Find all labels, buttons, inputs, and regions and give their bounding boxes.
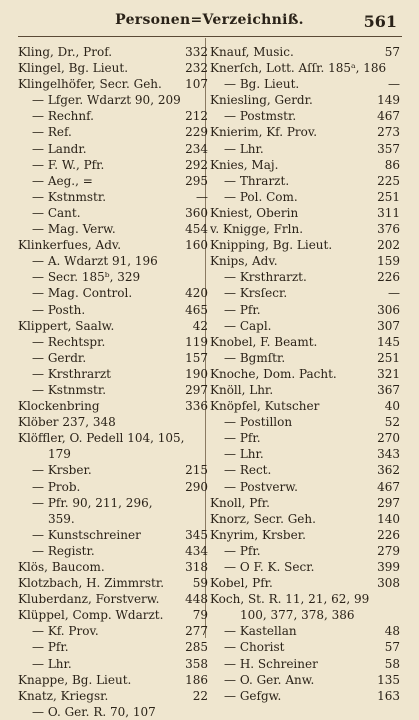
entry-page-ref: 277 — [185, 624, 208, 639]
index-entry — [18, 205, 208, 221]
index-entry — [210, 318, 400, 334]
entry-page-ref: 357 — [377, 141, 400, 156]
index-entry — [210, 124, 400, 140]
index-entry — [18, 575, 208, 591]
entry-page-ref: 297 — [185, 382, 208, 397]
entry-text: Knoll, Pfr. — [210, 495, 270, 510]
entry-text: — Krsber. — [32, 463, 92, 478]
entry-page-ref: 160 — [185, 238, 208, 253]
index-entry — [210, 430, 400, 446]
entry-page-ref: 454 — [185, 222, 208, 237]
entry-page-ref: 229 — [185, 125, 208, 140]
entry-text: — O. Ger. R. 70, 107 — [32, 704, 156, 719]
entry-text: v. Knigge, Frln. — [210, 222, 304, 237]
entry-page-ref: 376 — [377, 222, 400, 237]
entry-page-ref: 295 — [185, 173, 208, 188]
index-entry — [18, 511, 208, 527]
entry-page-ref: 345 — [185, 527, 208, 542]
left-column — [18, 44, 208, 720]
index-entry — [210, 253, 400, 269]
entry-text: — Lhr. — [224, 447, 264, 462]
entry-page-ref: 119 — [185, 334, 208, 349]
index-entry — [210, 237, 400, 253]
entry-page-ref: 149 — [377, 93, 400, 108]
entry-text: — O. Ger. Anw. — [224, 672, 315, 687]
index-entry — [210, 92, 400, 108]
entry-page-ref: 58 — [384, 656, 400, 671]
entry-page-ref: 465 — [185, 302, 208, 317]
entry-page-ref: 399 — [377, 560, 400, 574]
entry-text: Knöll, Lhr. — [210, 382, 274, 397]
entry-text: — Kf. Prov. — [32, 624, 99, 639]
index-entry — [18, 382, 208, 398]
entry-page-ref: 212 — [185, 109, 208, 124]
entry-text: Kniest, Oberin — [210, 205, 299, 220]
index-entry — [210, 398, 400, 414]
entry-text: — Lfger. Wdarzt 90, 209 — [32, 93, 181, 108]
entry-text: — Registr. — [32, 543, 95, 558]
index-entry — [210, 607, 400, 623]
index-entry — [18, 559, 208, 575]
entry-text: — Prob. — [32, 479, 81, 494]
index-entry — [18, 623, 208, 639]
index-entry — [210, 173, 400, 189]
entry-text: Klöffler, O. Pedell 104, 105, — [18, 431, 185, 446]
entry-page-ref: 251 — [377, 350, 400, 365]
index-entry — [18, 285, 208, 301]
entry-text: Knipping, Bg. Lieut. — [210, 238, 333, 253]
entry-page-ref: 467 — [377, 479, 400, 494]
index-entry — [18, 591, 208, 607]
entry-text: — Pfr. — [224, 543, 261, 558]
index-entry — [18, 479, 208, 495]
entry-text: Klingelhöfer, Secr. Geh. — [18, 77, 162, 92]
entry-page-ref: 42 — [192, 318, 208, 333]
entry-text: Knips, Adv. — [210, 254, 278, 269]
entry-page-ref: 360 — [185, 205, 208, 220]
index-entry — [18, 92, 208, 108]
index-entry — [210, 688, 400, 704]
entry-page-ref: 135 — [377, 672, 400, 687]
entry-text: — Krsthrarzt — [32, 366, 111, 381]
index-entry — [18, 398, 208, 414]
index-entry — [210, 591, 400, 607]
entry-page-ref: 59 — [192, 576, 208, 591]
entry-page-ref: 159 — [377, 254, 400, 269]
entry-page-ref: 308 — [377, 576, 400, 591]
index-entry — [18, 253, 208, 269]
entry-text: — Postillon — [224, 415, 293, 430]
entry-page-ref: 40 — [384, 399, 400, 414]
entry-page-ref: 145 — [377, 334, 400, 349]
index-entry — [18, 318, 208, 334]
entry-text: — H. Schreiner — [224, 656, 318, 671]
entry-page-ref: 140 — [377, 511, 400, 526]
entry-text: — Capl. — [224, 318, 272, 333]
entry-page-ref: 434 — [185, 543, 208, 558]
entry-text: — Pfr. — [224, 302, 261, 317]
index-entry — [18, 157, 208, 173]
index-entry — [210, 221, 400, 237]
entry-text: — Ref. — [32, 125, 72, 140]
index-entry — [210, 60, 400, 76]
entry-text: — Pfr. — [224, 431, 261, 446]
entry-text: Knöpfel, Kutscher — [210, 399, 320, 414]
index-entry — [210, 366, 400, 382]
entry-page-ref: 251 — [377, 189, 400, 204]
entry-text: — Rechtspr. — [32, 334, 106, 349]
entry-text: 100, 377, 378, 386 — [240, 608, 355, 623]
entry-text: Kniesling, Gerdr. — [210, 93, 313, 108]
entry-text: — Pfr. 90, 211, 296, — [32, 495, 153, 510]
index-entry — [18, 672, 208, 688]
index-entry — [18, 607, 208, 623]
entry-text: — Landr. — [32, 141, 87, 156]
entry-text: — Lhr. — [32, 656, 72, 671]
entry-text: — Bg. Lieut. — [224, 77, 300, 92]
entry-page-ref: 190 — [185, 366, 208, 381]
entry-text: — Mag. Verw. — [32, 222, 116, 237]
entry-text: Koch, St. R. 11, 21, 62, 99 — [210, 592, 370, 607]
entry-page-ref: 57 — [384, 640, 400, 655]
entry-text: Klockenbring — [18, 399, 100, 414]
index-entry — [210, 205, 400, 221]
entry-text: Kluberdanz, Forstverw. — [18, 592, 160, 607]
entry-text: Klös, Baucom. — [18, 560, 105, 574]
page-header — [0, 12, 419, 34]
entry-page-ref: 292 — [185, 157, 208, 172]
entry-page-ref: 318 — [185, 560, 208, 574]
entry-text: — Kstnmstr. — [32, 189, 107, 204]
entry-page-ref: 48 — [384, 624, 400, 639]
entry-page-ref: 234 — [185, 141, 208, 156]
entry-page-ref: 467 — [377, 109, 400, 124]
entry-page-ref: 311 — [377, 205, 400, 220]
entry-page-ref: 79 — [192, 608, 208, 623]
entry-text: Knorz, Secr. Geh. — [210, 511, 316, 526]
index-entry — [18, 656, 208, 672]
index-entry — [18, 688, 208, 704]
index-entry — [18, 221, 208, 237]
entry-text: Klotzbach, H. Zimmrstr. — [18, 576, 165, 591]
index-entry — [210, 623, 400, 639]
index-entry — [18, 302, 208, 318]
entry-text: — Bgmſtr. — [224, 350, 286, 365]
entry-page-ref: 215 — [185, 463, 208, 478]
entry-text: Klüppel, Comp. Wdarzt. — [18, 608, 164, 623]
entry-text: Knappe, Bg. Lieut. — [18, 672, 132, 687]
entry-text: Klöber 237, 348 — [18, 415, 116, 430]
index-entry — [210, 350, 400, 366]
index-entry — [18, 639, 208, 655]
entry-text: — Rect. — [224, 463, 272, 478]
entry-text: — Aeg., = — [32, 173, 93, 188]
entry-text: Knies, Maj. — [210, 157, 279, 172]
index-entry — [18, 173, 208, 189]
entry-page-ref: 290 — [185, 479, 208, 494]
entry-page-ref: 285 — [185, 640, 208, 655]
entry-text: — O F. K. Secr. — [224, 560, 315, 574]
entry-text: Kobel, Pfr. — [210, 576, 273, 591]
index-entry — [18, 495, 208, 511]
entry-page-ref: 270 — [377, 431, 400, 446]
index-entry — [210, 269, 400, 285]
index-entry — [210, 302, 400, 318]
entry-text: — Cant. — [32, 205, 81, 220]
index-entry — [18, 527, 208, 543]
entry-page-ref: 279 — [377, 543, 400, 558]
entry-page-ref: 186 — [185, 672, 208, 687]
entry-page-ref: 86 — [384, 157, 400, 172]
index-entry — [210, 446, 400, 462]
entry-text: Klingel, Bg. Lieut. — [18, 61, 129, 76]
index-entry — [210, 76, 400, 92]
entry-page-ref: 22 — [192, 688, 208, 703]
entry-text: 359. — [48, 511, 75, 526]
entry-text: Knauf, Music. — [210, 45, 294, 59]
entry-text: — Kunstschreiner — [32, 527, 141, 542]
index-entry — [18, 430, 208, 446]
entry-text: Knoche, Dom. Pacht. — [210, 366, 337, 381]
entry-text: — A. Wdarzt 91, 196 — [32, 254, 158, 269]
index-entry — [18, 44, 208, 60]
entry-text: Knatz, Kriegsr. — [18, 688, 109, 703]
entry-page-ref: 226 — [377, 527, 400, 542]
entry-text: — Secr. 185ᵇ, 329 — [32, 270, 141, 285]
entry-text: — Pol. Com. — [224, 189, 298, 204]
index-entry — [210, 511, 400, 527]
entry-text: 179 — [48, 447, 71, 462]
index-entry — [18, 414, 208, 430]
index-entry — [18, 108, 208, 124]
entry-text: — Thrarzt. — [224, 173, 290, 188]
entry-text: — Postmstr. — [224, 109, 297, 124]
entry-text: Knobel, F. Beamt. — [210, 334, 318, 349]
entry-text: — Pfr. — [32, 640, 69, 655]
entry-page-ref: 226 — [377, 270, 400, 285]
entry-page-ref: 332 — [185, 45, 208, 59]
entry-page-ref: 297 — [377, 495, 400, 510]
entry-page-ref: 52 — [384, 415, 400, 430]
index-entry — [18, 60, 208, 76]
entry-text: Klinkerfues, Adv. — [18, 238, 122, 253]
entry-page-ref: — — [196, 189, 208, 204]
entry-text: Klippert, Saalw. — [18, 318, 115, 333]
index-entry — [18, 543, 208, 559]
entry-page-ref: — — [388, 286, 400, 301]
entry-page-ref: 157 — [185, 350, 208, 365]
entry-page-ref: 57 — [384, 45, 400, 59]
index-entry — [210, 543, 400, 559]
index-entry — [18, 446, 208, 462]
entry-page-ref: 420 — [185, 286, 208, 301]
entry-page-ref: 448 — [185, 592, 208, 607]
entry-page-ref: 225 — [377, 173, 400, 188]
index-entry — [210, 479, 400, 495]
index-entry — [210, 157, 400, 173]
entry-text: — Kastellan — [224, 624, 297, 639]
index-entry — [18, 334, 208, 350]
entry-text: — Krsſecr. — [224, 286, 288, 301]
header-rule — [18, 36, 402, 37]
index-entry — [210, 462, 400, 478]
page-number: 561 — [363, 12, 397, 31]
entry-text: — Krsthrarzt. — [224, 270, 307, 285]
index-entry — [210, 414, 400, 430]
page-title: Personen=Verzeichniß. — [115, 12, 304, 28]
entry-page-ref: 273 — [377, 125, 400, 140]
entry-page-ref: — — [388, 77, 400, 92]
entry-text: — Chorist — [224, 640, 285, 655]
index-entry — [18, 189, 208, 205]
entry-text: — Posth. — [32, 302, 86, 317]
index-entry — [210, 189, 400, 205]
index-entry — [18, 141, 208, 157]
entry-page-ref: 367 — [377, 382, 400, 397]
index-entry — [18, 269, 208, 285]
entry-text: — Postverw. — [224, 479, 298, 494]
index-entry — [210, 141, 400, 157]
entry-text: — Gerdr. — [32, 350, 87, 365]
entry-page-ref: 343 — [377, 447, 400, 462]
entry-text: — Gefgw. — [224, 688, 282, 703]
index-entry — [18, 704, 208, 720]
index-entry — [210, 382, 400, 398]
index-entry — [210, 285, 400, 301]
entry-page-ref: 232 — [185, 61, 208, 76]
index-entry — [18, 124, 208, 140]
entry-page-ref: 107 — [185, 77, 208, 92]
entry-page-ref: 321 — [377, 366, 400, 381]
entry-text: — F. W., Pfr. — [32, 157, 105, 172]
index-entry — [210, 495, 400, 511]
entry-text: — Lhr. — [224, 141, 264, 156]
right-column — [210, 44, 400, 704]
entry-page-ref: 306 — [377, 302, 400, 317]
entry-page-ref: 362 — [377, 463, 400, 478]
entry-page-ref: 336 — [185, 399, 208, 414]
index-entry — [18, 237, 208, 253]
entry-text: — Rechnf. — [32, 109, 94, 124]
index-entry — [18, 350, 208, 366]
index-entry — [210, 108, 400, 124]
entry-page-ref: 163 — [377, 688, 400, 703]
index-entry — [210, 672, 400, 688]
index-entry — [210, 656, 400, 672]
entry-text: — Kstnmstr. — [32, 382, 107, 397]
entry-text: Kling, Dr., Prof. — [18, 45, 113, 59]
entry-text: — Mag. Control. — [32, 286, 133, 301]
entry-page-ref: 358 — [185, 656, 208, 671]
index-entry — [210, 575, 400, 591]
entry-text: Knierim, Kf. Prov. — [210, 125, 318, 140]
index-entry — [210, 559, 400, 575]
index-entry — [210, 639, 400, 655]
entry-text: Knerſch, Lott. Aſſr. 185ᵃ, 186 — [210, 61, 387, 76]
index-entry — [18, 462, 208, 478]
index-entry — [18, 366, 208, 382]
entry-page-ref: 202 — [377, 238, 400, 253]
index-entry — [210, 527, 400, 543]
entry-text: Knyrim, Krsber. — [210, 527, 306, 542]
index-entry — [210, 44, 400, 60]
index-entry — [18, 76, 208, 92]
entry-page-ref: 307 — [377, 318, 400, 333]
index-entry — [210, 334, 400, 350]
